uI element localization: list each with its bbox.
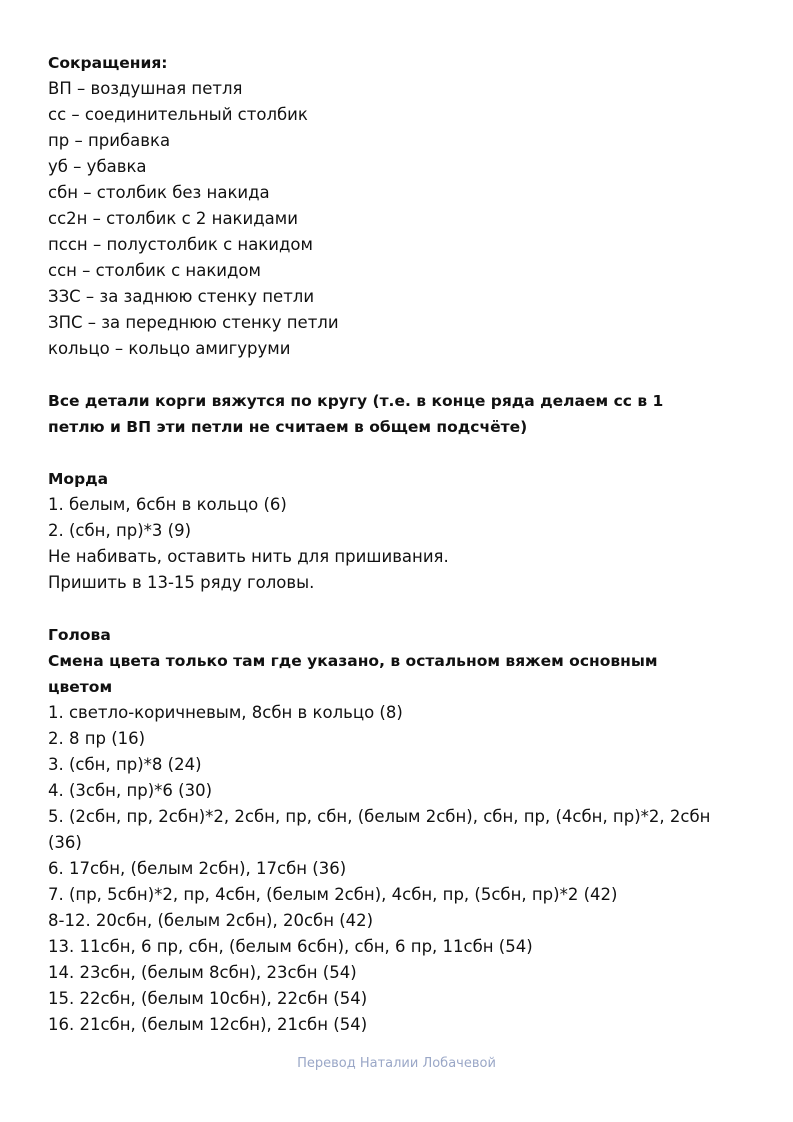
pattern-row: Не набивать, оставить нить для пришивания.: [48, 547, 449, 566]
abbreviations-title: Сокращения:: [48, 54, 168, 72]
translator-credit: Перевод Наталии Лобачевой: [297, 1056, 496, 1071]
pattern-row: 7. (пр, 5сбн)*2, пр, 4сбн, (белым 2сбн), 4сбн, пр, (5сбн, пр)*2 (42): [48, 885, 618, 904]
muzzle-rows: [48, 492, 768, 596]
pattern-row: 15. 22сбн, (белым 10сбн), 22сбн (54): [48, 989, 368, 1008]
pattern-row: 6. 17сбн, (белым 2сбн), 17сбн (36): [48, 859, 347, 878]
head-note-line: Смена цвета только там где указано, в остальном вяжем основным: [48, 652, 658, 670]
spacer: [48, 440, 768, 466]
pattern-row: 5. (2сбн, пр, 2сбн)*2, 2сбн, пр, сбн, (белым 2сбн), сбн, пр, (4сбн, пр)*2, 2сбн: [48, 807, 711, 826]
head-title: Голова: [48, 626, 111, 644]
spacer: [48, 362, 768, 388]
general-note-line: петлю и ВП эти петли не считаем в общем подсчёте): [48, 418, 528, 436]
pattern-row: 8-12. 20сбн, (белым 2сбн), 20сбн (42): [48, 911, 374, 930]
head-rows: [48, 700, 768, 1038]
pattern-row: (36): [48, 833, 82, 852]
document-page: [48, 50, 768, 1038]
pattern-row: Пришить в 13-15 ряду головы.: [48, 573, 315, 592]
abbreviation-item: ЗЗС – за заднюю стенку петли: [48, 287, 315, 306]
pattern-row: 4. (3сбн, пр)*6 (30): [48, 781, 213, 800]
pattern-row: 2. 8 пр (16): [48, 729, 146, 748]
pattern-row: 14. 23сбн, (белым 8сбн), 23сбн (54): [48, 963, 357, 982]
abbreviation-item: кольцо – кольцо амигуруми: [48, 339, 291, 358]
pattern-row: 3. (сбн, пр)*8 (24): [48, 755, 202, 774]
pattern-row: 16. 21сбн, (белым 12сбн), 21сбн (54): [48, 1015, 368, 1034]
abbreviation-item: сбн – столбик без накида: [48, 183, 270, 202]
pattern-row: 2. (сбн, пр)*3 (9): [48, 521, 192, 540]
abbreviation-item: ЗПС – за переднюю стенку петли: [48, 313, 339, 332]
abbreviations-list: [48, 76, 768, 362]
abbreviation-item: пссн – полустолбик с накидом: [48, 235, 313, 254]
head-note-line: цветом: [48, 678, 113, 696]
pattern-row: 13. 11сбн, 6 пр, сбн, (белым 6сбн), сбн, 6 пр, 11сбн (54): [48, 937, 533, 956]
abbreviation-item: сс – соединительный столбик: [48, 105, 308, 124]
general-note-line: Все детали корги вяжутся по кругу (т.е. в конце ряда делаем сс в 1: [48, 392, 664, 410]
muzzle-title: Морда: [48, 470, 109, 488]
abbreviation-item: ВП – воздушная петля: [48, 79, 243, 98]
abbreviation-item: уб – убавка: [48, 157, 147, 176]
abbreviation-item: ссн – столбик с накидом: [48, 261, 261, 280]
pattern-row: 1. белым, 6сбн в кольцо (6): [48, 495, 287, 514]
pattern-row: 1. светло-коричневым, 8сбн в кольцо (8): [48, 703, 403, 722]
spacer: [48, 596, 768, 622]
abbreviation-item: пр – прибавка: [48, 131, 171, 150]
abbreviation-item: сс2н – столбик с 2 накидами: [48, 209, 298, 228]
